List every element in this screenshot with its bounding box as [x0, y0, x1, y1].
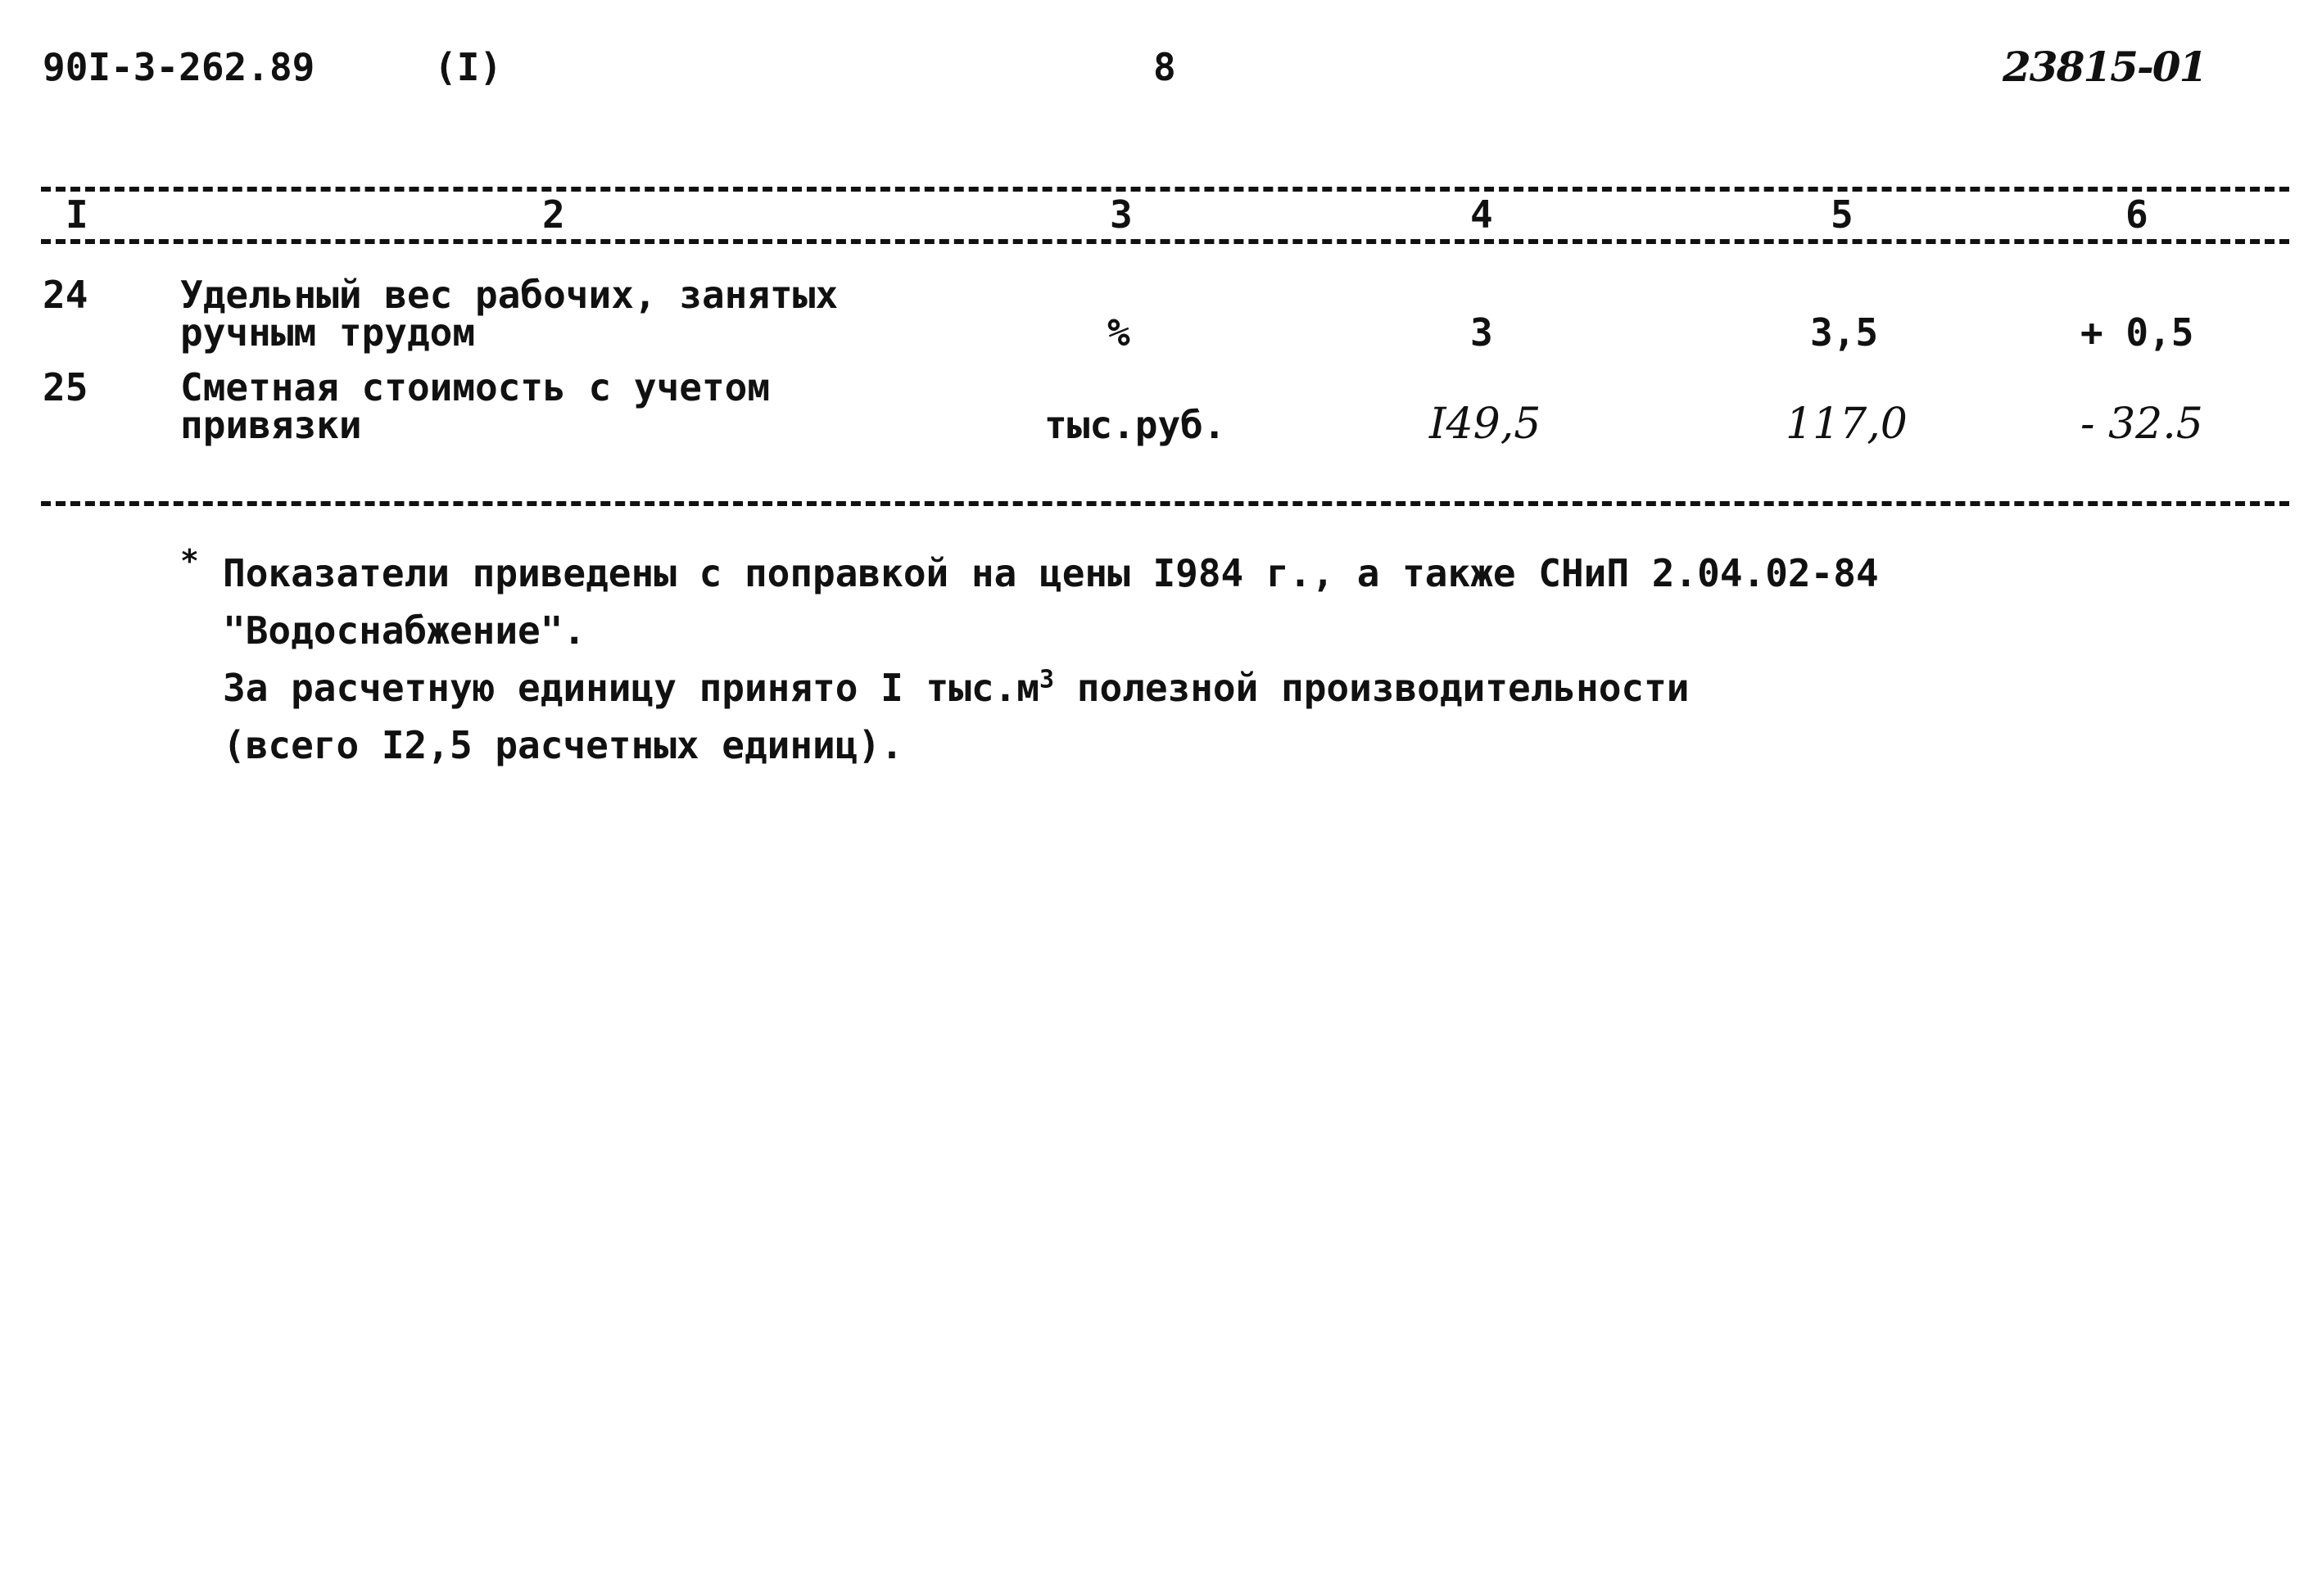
row-value-difference: + 0,5: [2080, 310, 2194, 355]
row-name-line2: привязки: [180, 403, 362, 447]
column-number-5: 5: [1831, 192, 1854, 237]
table-bottom-rule: [41, 501, 2289, 506]
column-number-3: 3: [1110, 192, 1133, 237]
page-number: 8: [1153, 45, 1176, 89]
row-number: 24: [43, 273, 88, 317]
column-number-2: 2: [542, 192, 565, 237]
row-value-project: 3: [1470, 310, 1493, 355]
footnote-line1: Показатели приведены с поправкой на цены I984 г., а также СНиП 2.04.02-84: [223, 551, 1879, 595]
document-part: (I): [434, 45, 503, 89]
row-value-actual: 117,0: [1786, 400, 1908, 449]
row-name-line1: Сметная стоимость с учетом: [180, 365, 771, 409]
row-unit: %: [1107, 310, 1130, 355]
footnote-line3-text: За расчетную единицу принято I тыс.м: [223, 666, 1039, 710]
inventory-stamp: 23815-01: [2003, 43, 2207, 91]
footnote-line3-superscript: 3: [1039, 665, 1055, 694]
column-number-1: I: [66, 192, 88, 237]
footnote-line4: (всего I2,5 расчетных единиц).: [223, 723, 903, 767]
row-value-actual: 3,5: [1810, 310, 1879, 355]
row-name-line1: Удельный вес рабочих, занятых: [180, 273, 839, 317]
row-value-difference: - 32.5: [2080, 400, 2203, 449]
table-top-rule: [41, 187, 2289, 192]
document-code: 90I-3-262.89: [43, 45, 315, 89]
footnote-marker: *: [180, 543, 199, 579]
column-number-4: 4: [1470, 192, 1493, 237]
footnote-line3-text-after: полезной производительности: [1054, 666, 1690, 710]
row-unit: тыс.руб.: [1044, 403, 1226, 447]
row-number: 25: [43, 365, 88, 409]
row-value-project: I49,5: [1429, 400, 1541, 449]
table-header-rule: [41, 239, 2289, 244]
footnote-line3: [223, 659, 1690, 717]
footnote-line2: "Водоснабжение".: [223, 608, 586, 653]
column-number-6: 6: [2125, 192, 2148, 237]
row-name-line2: ручным трудом: [180, 310, 476, 355]
